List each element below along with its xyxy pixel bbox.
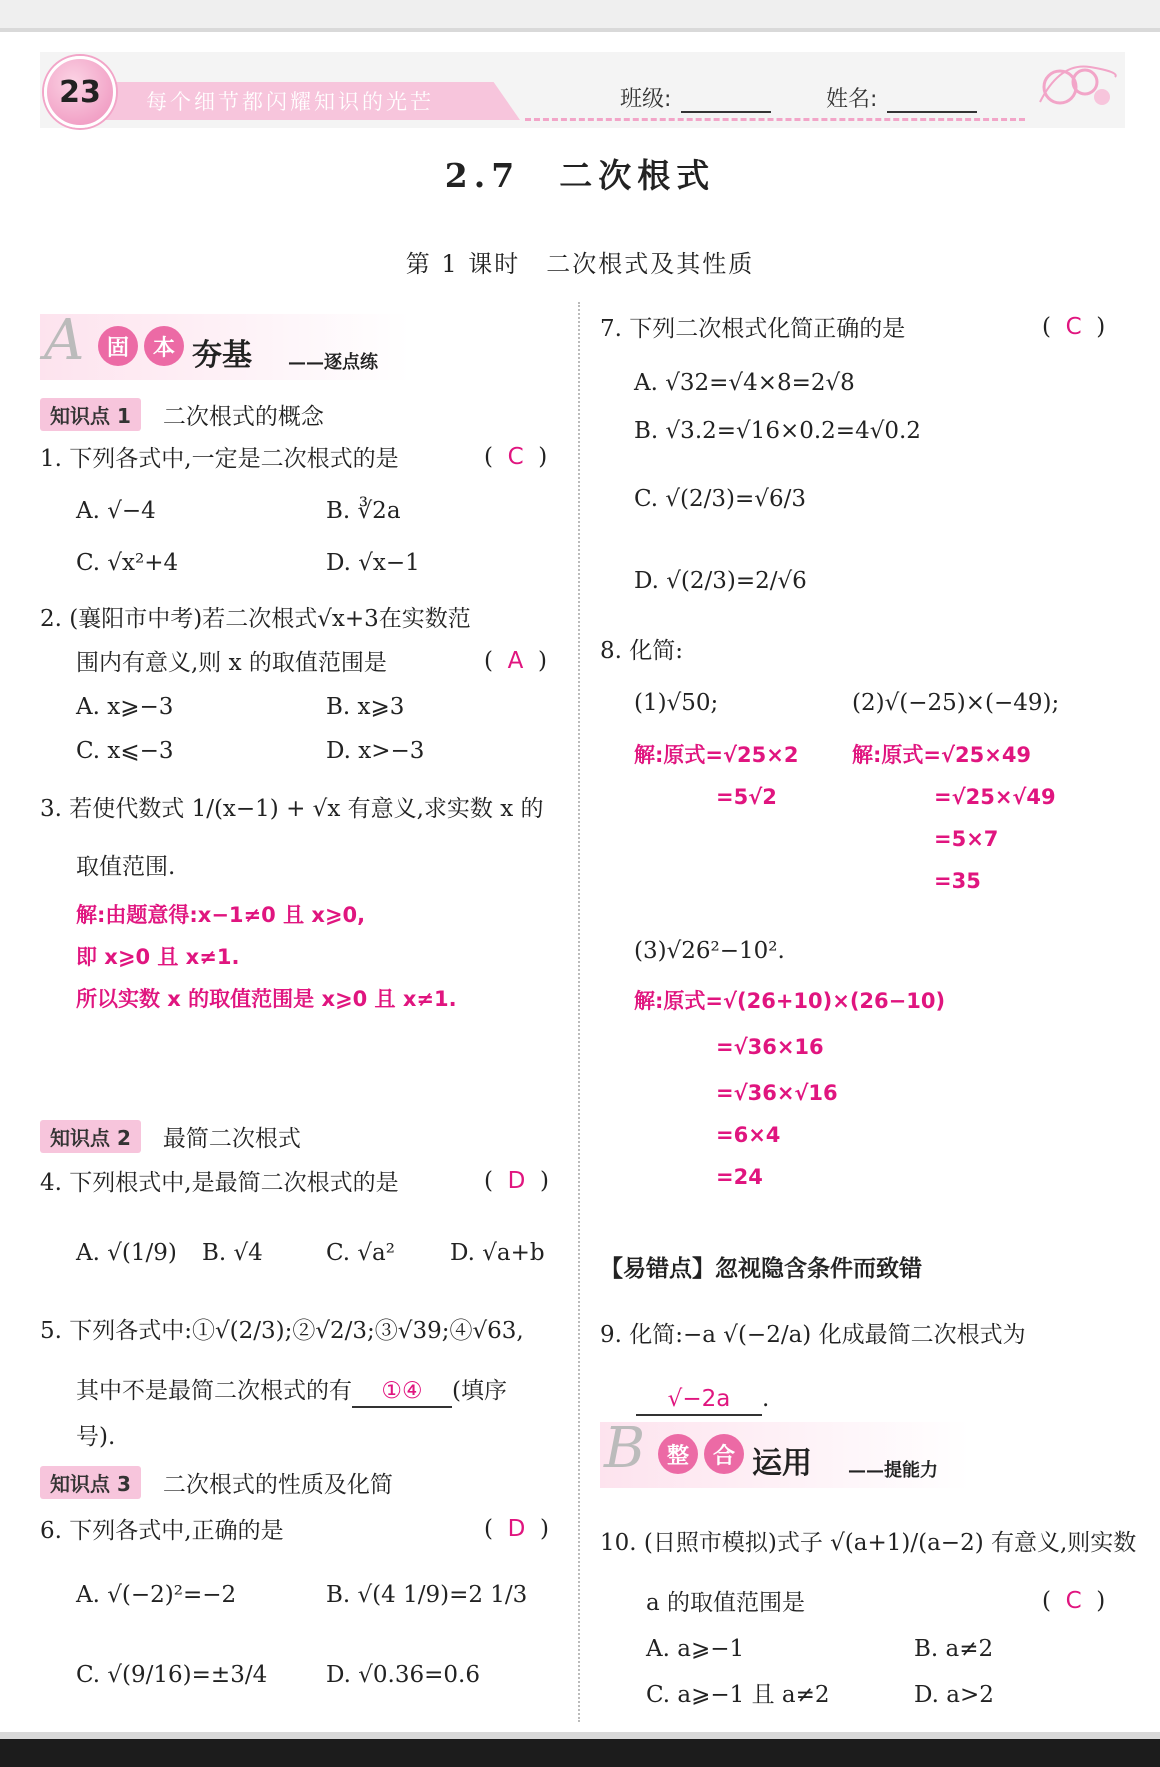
q10-stem-line2: a 的取值范围是 (646, 1590, 806, 1616)
header-dashed-line (525, 118, 1025, 121)
q7-answer: C (1065, 314, 1082, 340)
q10-option-b: B. a≠2 (914, 1636, 994, 1662)
q4-answer-box: ( D ) (484, 1168, 549, 1194)
q3-solution-line3: 所以实数 x 的取值范围是 x⩾0 且 x≠1. (76, 987, 457, 1011)
q6-option-c: C. √(9/16)=±3/4 (76, 1662, 268, 1688)
q8-part2: (2)√(−25)×(−49); (852, 690, 1060, 716)
q2-option-b: B. x⩾3 (326, 694, 405, 720)
q7-option-b: B. √3.2=√16×0.2=4√0.2 (634, 418, 921, 444)
q7-option-c: C. √(2/3)=√6/3 (634, 486, 806, 512)
class-blank[interactable] (681, 91, 771, 113)
q8-sol2-line3: =5×7 (934, 827, 999, 851)
q10-option-d: D. a>2 (914, 1682, 994, 1708)
q4-answer: D (507, 1168, 526, 1194)
q2-option-a: A. x⩾−3 (76, 694, 174, 720)
q7-option-a: A. √32=√4×8=2√8 (634, 370, 855, 396)
q1-option-d: D. √x−1 (326, 550, 420, 576)
q6-stem: 6. 下列各式中,正确的是 (40, 1518, 284, 1544)
name-blank[interactable] (887, 91, 977, 113)
q9-answer-blank[interactable]: √−2a (636, 1384, 762, 1416)
q7-stem: 7. 下列二次根式化简正确的是 (600, 316, 906, 342)
q1-stem: 1. 下列各式中,一定是二次根式的是 (40, 446, 399, 472)
kp2-badge: 知识点 2 (40, 1120, 141, 1153)
q6-option-a: A. √(−2)²=−2 (76, 1582, 237, 1608)
q2-option-c: C. x⩽−3 (76, 738, 174, 764)
bottom-edge (0, 1739, 1160, 1767)
q2-answer: A (507, 648, 524, 674)
q4-option-d: D. √a+b (450, 1240, 545, 1266)
q1-option-a: A. √−4 (76, 498, 156, 524)
q2-stem-line2: 围内有意义,则 x 的取值范围是 (76, 650, 387, 676)
q8-sol3-line4: =6×4 (716, 1123, 781, 1147)
section-b-subtitle: ——提能力 (848, 1460, 938, 1481)
section-b-circle-2: 合 (704, 1434, 744, 1474)
mistake-heading: 【易错点】忽视隐含条件而致错 (600, 1256, 922, 1282)
q5-stem-line1: 5. 下列各式中:①√(2/3);②√2/3;③√39;④√63, (40, 1318, 524, 1344)
section-b-title: 运用 (752, 1446, 812, 1481)
q4-stem: 4. 下列根式中,是最简二次根式的是 (40, 1170, 399, 1196)
q8-sol2-line2: =√25×√49 (934, 785, 1056, 809)
flower-ornament-icon (1030, 52, 1120, 122)
q8-sol2-line1: 解:原式=√25×49 (852, 743, 1032, 767)
section-b-banner (600, 1416, 970, 1488)
q1-option-b: B. ∛2a (326, 498, 401, 524)
section-a-letter: A (44, 308, 85, 373)
q8-sol3-line2: =√36×16 (716, 1035, 824, 1059)
q6-answer-box: ( D ) (484, 1516, 549, 1542)
section-a-title: 夯基 (192, 338, 252, 373)
q7-answer-box: ( C ) (1042, 314, 1106, 340)
q10-stem-line1: 10. (日照市模拟)式子 √(a+1)/(a−2) 有意义,则实数 (600, 1530, 1137, 1556)
name-field (826, 82, 977, 113)
q3-solution-line2: 即 x⩾0 且 x≠1. (76, 945, 240, 969)
q8-part3: (3)√26²−10². (634, 938, 785, 964)
q8-sol2-line4: =35 (934, 869, 981, 893)
q8-sol3-line3: =√36×√16 (716, 1081, 838, 1105)
q7-option-d: D. √(2/3)=2/√6 (634, 568, 807, 594)
q8-sol3-line5: =24 (716, 1165, 763, 1189)
section-a-subtitle: ——逐点练 (288, 352, 378, 373)
q10-option-a: A. a⩾−1 (646, 1636, 745, 1662)
q9-answer-line (636, 1384, 769, 1416)
q3-solution-line1: 解:由题意得:x−1≠0 且 x⩾0, (76, 903, 366, 927)
q9-end: . (762, 1386, 770, 1412)
q2-answer-box: ( A ) (484, 648, 547, 674)
q4-option-a: A. √(1/9) (76, 1240, 177, 1266)
q8-sol1-line2: =5√2 (716, 785, 777, 809)
q6-option-b: B. √(4 1/9)=2 1/3 (326, 1582, 528, 1608)
q8-sol3-line1: 解:原式=√(26+10)×(26−10) (634, 989, 946, 1013)
section-a-circle-2: 本 (144, 326, 184, 366)
q1-answer-box: ( C ) (484, 444, 548, 470)
q2-stem-line1: 2. (襄阳市中考)若二次根式√x+3在实数范 (40, 606, 471, 632)
q1-option-c: C. √x²+4 (76, 550, 179, 576)
q8-part1: (1)√50; (634, 690, 719, 716)
kp2-title: 最简二次根式 (162, 1125, 301, 1152)
page-number: 23 (44, 56, 116, 128)
column-divider (578, 302, 580, 1722)
name-label: 姓名: (826, 87, 878, 112)
top-edge (0, 0, 1160, 28)
section-b-circle-1: 整 (658, 1434, 698, 1474)
q1-answer: C (507, 444, 524, 470)
q5-stem-line2 (76, 1376, 507, 1408)
q9-stem: 9. 化简:−a √(−2/a) 化成最简二次根式为 (600, 1322, 1026, 1348)
knowledge-point-1 (40, 398, 324, 430)
lesson-subtitle: 第 1 课时 二次根式及其性质 (405, 250, 755, 278)
q10-answer: C (1065, 1588, 1082, 1614)
class-field (620, 82, 771, 113)
workbook-page (0, 32, 1160, 1732)
kp1-badge: 知识点 1 (40, 398, 141, 431)
section-a-circle-1: 固 (98, 326, 138, 366)
section-b-letter: B (604, 1416, 646, 1481)
q5-stem-pre: 其中不是最简二次根式的有 (76, 1378, 352, 1404)
q10-answer-box: ( C ) (1042, 1588, 1106, 1614)
kp3-badge: 知识点 3 (40, 1466, 141, 1499)
class-label: 班级: (620, 87, 672, 112)
q6-answer: D (507, 1516, 526, 1542)
q4-option-b: B. √4 (202, 1240, 263, 1266)
q5-stem-post: (填序 (452, 1378, 507, 1404)
q4-option-c: C. √a² (326, 1240, 395, 1266)
kp1-title: 二次根式的概念 (162, 403, 324, 430)
knowledge-point-2 (40, 1120, 301, 1152)
q5-stem-line3: 号). (76, 1424, 116, 1450)
q8-stem: 8. 化简: (600, 638, 684, 664)
q3-stem-line1: 3. 若使代数式 1/(x−1) + √x 有意义,求实数 x 的 (40, 796, 544, 822)
q6-option-d: D. √0.36=0.6 (326, 1662, 480, 1688)
q8-sol1-line1: 解:原式=√25×2 (634, 743, 799, 767)
q2-option-d: D. x>−3 (326, 738, 425, 764)
q5-answer-blank[interactable]: ①④ (352, 1376, 452, 1408)
knowledge-point-3 (40, 1466, 393, 1498)
q3-stem-line2: 取值范围. (76, 854, 176, 880)
section-a-banner (40, 308, 410, 380)
q10-option-c: C. a⩾−1 且 a≠2 (646, 1682, 830, 1708)
kp3-title: 二次根式的性质及化简 (162, 1471, 393, 1498)
header-motto: 每个细节都闪耀知识的光芒 (146, 90, 434, 114)
page-title: 2.7 二次根式 (444, 156, 716, 195)
